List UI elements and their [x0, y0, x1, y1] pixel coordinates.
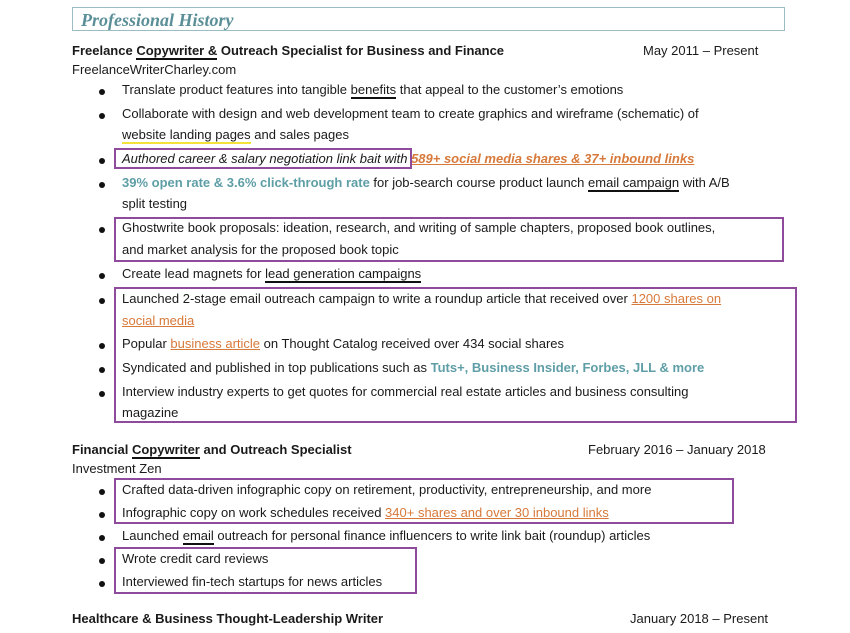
list-item: Collaborate with design and web development team to create graphics and wireframe (schematic) of	[122, 106, 699, 121]
bullet	[99, 367, 105, 373]
job-date-1: May 2011 – Present	[643, 43, 759, 58]
bullet	[99, 89, 105, 95]
list-item: Popular business article on Thought Catalog received over 434 social shares	[122, 336, 565, 351]
job-title-2: Financial Copywriter and Outreach Specialist	[72, 442, 352, 457]
job-title-1: Freelance Copywriter & Outreach Specialist for Business and Finance	[72, 43, 505, 58]
list-item: Syndicated and published in top publications such as Tuts+, Business Insider, Forbes, JLL & more	[122, 360, 705, 375]
job-date-3: January 2018 – Present	[630, 611, 769, 626]
list-item: Interview industry experts to get quotes for commercial real estate articles and business consulting	[122, 384, 689, 399]
bullet	[99, 298, 105, 304]
bullet	[99, 391, 105, 397]
bullet	[99, 158, 105, 164]
job-title-3: Healthcare & Business Thought-Leadership Writer	[72, 611, 384, 626]
list-item: Interviewed fin-tech startups for news articles	[122, 574, 383, 589]
list-item-cont: social media	[122, 313, 195, 328]
highlight-box	[114, 287, 797, 423]
list-item: Translate product features into tangible benefits that appeal to the customer’s emotions	[122, 82, 624, 97]
list-item: Crafted data-driven infographic copy on retirement, productivity, entrepreneurship, and more	[122, 482, 652, 497]
list-item-cont: split testing	[122, 196, 188, 211]
bullet	[99, 182, 105, 188]
list-item: Infographic copy on work schedules received 340+ shares and over 30 inbound links	[122, 505, 609, 520]
bullet	[99, 343, 105, 349]
bullet	[99, 535, 105, 541]
bullet	[99, 558, 105, 564]
list-item-cont: and market analysis for the proposed book topic	[122, 242, 399, 257]
company-2: Investment Zen	[72, 461, 162, 476]
bullet	[99, 227, 105, 233]
job-date-2: February 2016 – January 2018	[588, 442, 766, 457]
list-item: Launched 2-stage email outreach campaign to write a roundup article that received over 1200 shares on	[122, 291, 722, 306]
list-item-cont: magazine	[122, 405, 179, 420]
list-item: Launched email outreach for personal finance influencers to write link bait (roundup) articles	[122, 528, 651, 543]
section-title: Professional History	[81, 10, 234, 30]
list-item: Wrote credit card reviews	[122, 551, 269, 566]
bullet	[99, 512, 105, 518]
bullet	[99, 489, 105, 495]
bullet	[99, 113, 105, 119]
list-item: Ghostwrite book proposals: ideation, research, and writing of sample chapters, proposed book outlines,	[122, 220, 716, 235]
list-item: 39% open rate & 3.6% click-through rate for job-search course product launch email campaign with A/B	[122, 175, 730, 190]
list-item-cont: website landing pages and sales pages	[122, 127, 349, 142]
section-header-box	[72, 7, 785, 31]
company-1: FreelanceWriterCharley.com	[72, 62, 237, 77]
list-item: Authored career & salary negotiation link bait with 589+ social media shares & 37+ inbound links	[122, 151, 695, 166]
bullet	[99, 273, 105, 279]
bullet	[99, 581, 105, 587]
list-item: Create lead magnets for lead generation campaigns	[122, 266, 422, 281]
